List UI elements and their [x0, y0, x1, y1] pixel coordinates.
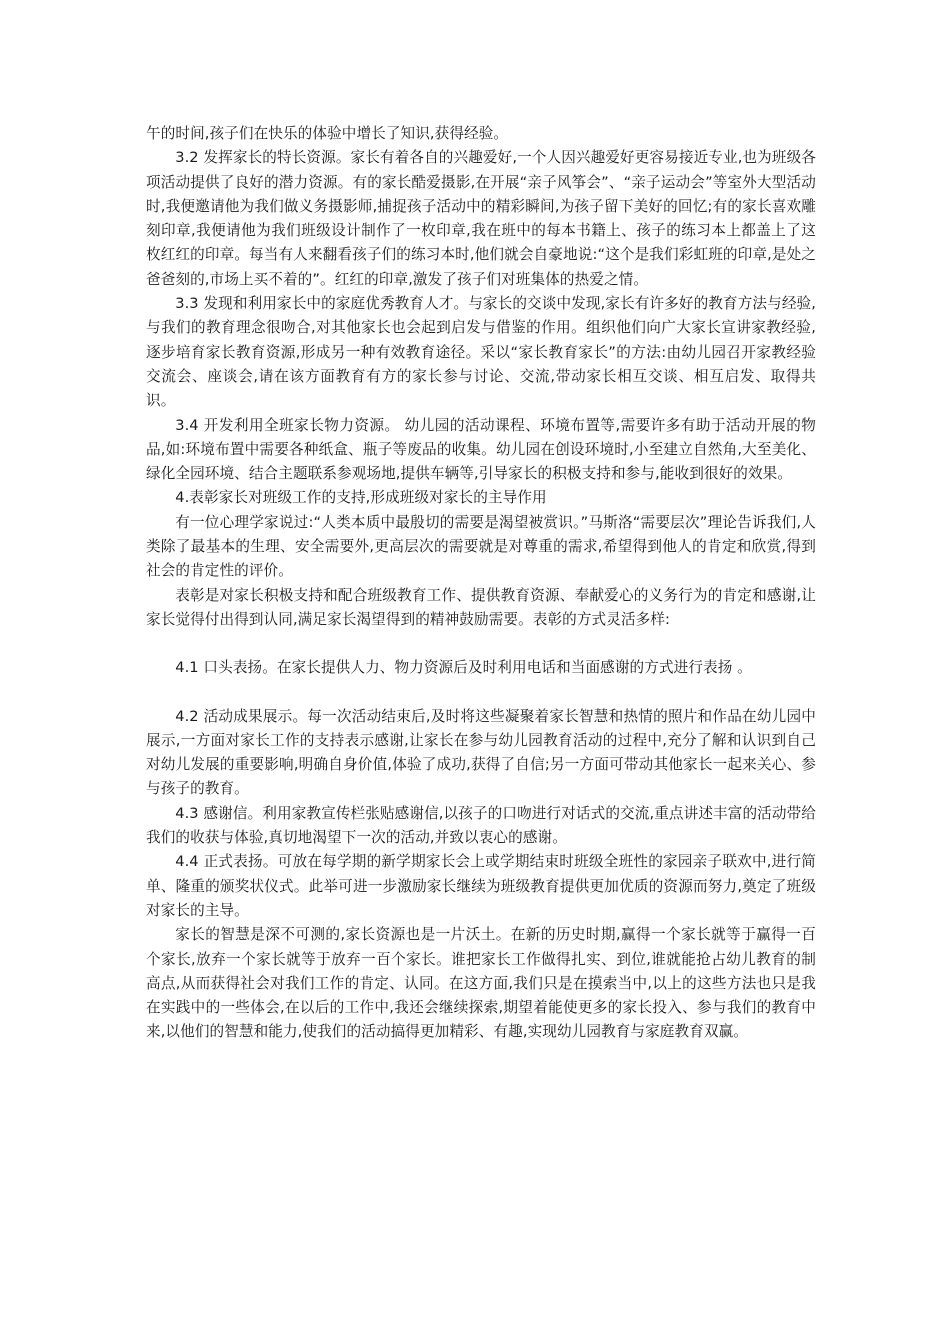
paragraph-3-4: 3.4 开发利用全班家长物力资源。 幼儿园的活动课程、环境布置等,需要许多有助于活动开展的物品,如:环境布置中需要各种纸盒、瓶子等废品的收集。幼儿园在创设环境时,小至建立自然角,大至美化、绿化全园环境、结合主题联系参观场地,提供车辆等,引导家长的积极支持和参与,能收到很好的效果。 — [146, 416, 816, 483]
paragraph-4-4: 4.4 正式表扬。可放在每学期的新学期家长会上或学期结束时班级全班性的家园亲子联欢中,进行简单、隆重的颁奖状仪式。此举可进一步激励家长继续为班级教育提供更加优质的资源而努力,奠定了班级对家长的主导。 — [146, 853, 816, 919]
paragraph-4-1: 4.1 口头表扬。在家长提供人力、物力资源后及时利用电话和当面感谢的方式进行表扬 。 — [175, 659, 752, 677]
section-heading-4: 4.表彰家长对班级工作的支持,形成班级对家长的主导作用 — [175, 489, 547, 507]
paragraph-4-3: 4.3 感谢信。利用家教宣传栏张贴感谢信,以孩子的口吻进行对话式的交流,重点讲述丰富的活动带给我们的收获与体验,真切地渴望下一次的活动,并致以衷心的感谢。 — [146, 804, 816, 847]
document-body — [146, 122, 816, 1045]
paragraph-conclusion: 家长的智慧是深不可测的,家长资源也是一片沃土。在新的历史时期,赢得一个家长就等于赢得一百个家长,放弃一个家长就等于放弃一百个家长。谁把家长工作做得扎实、到位,谁就能抢占幼儿教育的制高点,从而获得社会对我们工作的肯定、认同。在这方面,我们只是在摸索当中,以上的这些方法也只是我在实践中的一些体会,在以后的工作中,我还会继续探索,期望着能使更多的家长投入、参与我们的教育中来,以他们的智慧和能力,使我们的活动搞得更加精彩、有趣,实现幼儿园教育与家庭教育双赢。 — [146, 926, 816, 1041]
paragraph-3-3: 3.3 发现和利用家长中的家庭优秀教育人才。与家长的交谈中发现,家长有许多好的教育方法与经验,与我们的教育理念很吻合,对其他家长也会起到启发与借鉴的作用。组织他们向广大家长宣讲家教经验,逐步培育家长教育资源,形成另一种有效教育途径。采以“家长教育家长”的方法:由幼儿园召开家教经验交流会、座谈会,请在该方面教育有方的家长参与讨论、交流,带动家长相互交谈、相互启发、取得共识。 — [146, 295, 816, 410]
paragraph-3-2: 3.2 发挥家长的特长资源。家长有着各自的兴趣爱好,一个人因兴趣爱好更容易接近专业,也为班级各项活动提供了良好的潜力资源。有的家长酷爱摄影,在开展“亲子风筝会”、“亲子运动会”等室外大型活动时,我便邀请他为我们做义务摄影师,捕捉孩子活动中的精彩瞬间,为孩子留下美好的回忆;有的家长喜欢雕刻印章,我便请他为我们班级设计制作了一枚印章,我在班中的每本书籍上、孩子的练习本上都盖上了这枚红红的印章。每当有人来翻看孩子们的练习本时,他们就会自豪地说:“这个是我们彩虹班的印章,是处之爸爸刻的,市场上买不着的”。红红的印章,激发了孩子们对班集体的热爱之情。 — [146, 149, 816, 288]
paragraph-psychologist-quote: 有一位心理学家说过:“人类本质中最殷切的需要是渴望被赏识。”马斯洛“需要层次”理论告诉我们,人类除了最基本的生理、安全需要外,更高层次的需要就是对尊重的需求,希望得到他人的肯定和欣赏,得到社会的肯定性的评价。 — [146, 513, 816, 580]
paragraph-praise-intro: 表彰是对家长积极支持和配合班级教育工作、提供教育资源、奉献爱心的义务行为的肯定和感谢,让家长觉得付出得到认同,满足家长渴望得到的精神鼓励需要。表彰的方式灵活多样: — [146, 586, 816, 628]
paragraph-4-2: 4.2 活动成果展示。每一次活动结束后,及时将这些凝聚着家长智慧和热情的照片和作品在幼儿园中展示,一方面对家长工作的支持表示感谢,让家长在参与幼儿园教育活动的过程中,充分了解和认识到自己对幼儿发展的重要影响,明确自身价值,体验了成功,获得了自信;另一方面可带动其他家长一起来关心、参与孩子的教育。 — [146, 707, 816, 798]
paragraph-continuation: 午的时间,孩子们在快乐的体验中增长了知识,获得经验。 — [146, 125, 509, 142]
